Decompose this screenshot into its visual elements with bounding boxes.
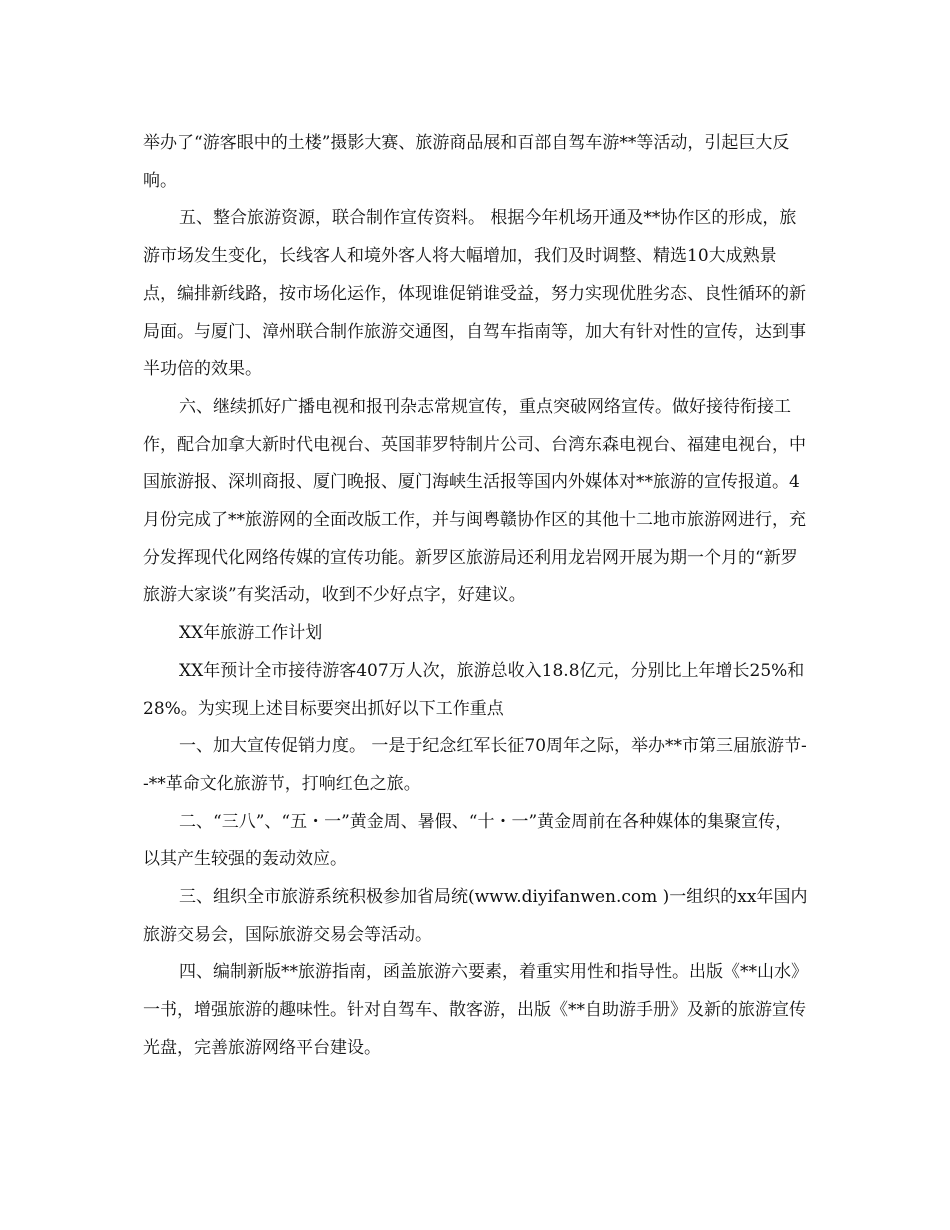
section-heading: XX年旅游工作计划 bbox=[179, 623, 323, 644]
paragraph-2: 五、整合旅游资源，联合制作宣传资料。 根据今年机场开通及**协作区的形成，旅游市场发生变化，长线客人和境外客人将大幅增加，我们及时调整、精选10大成熟景点，编排新线路，按市场化运作，体现谁促销谁受益，努力实现优胜劣态、良性循环的新局面。与厦门、漳州联合制作旅游交通图，自驾车指南等，加大有针对性的宣传，达到事半功倍的效果。 bbox=[143, 208, 806, 380]
paragraph-9: 四、编制新版**旅游指南，函盖旅游六要素，着重实用性和指导性。出版《**山水》一书，增强旅游的趣味性。针对自驾车、散客游，出版《**自助游手册》及新的旅游宣传光盘，完善旅游网络平台建设。 bbox=[143, 962, 808, 1058]
paragraph-8: 三、组织全市旅游系统积极参加省局统(www.diyifanwen.com )一组织的xx年国内旅游交易会，国际旅游交易会等活动。 bbox=[143, 887, 808, 945]
document-body bbox=[143, 125, 808, 1068]
paragraph-6: 一、加大宣传促销力度。 一是于纪念红军长征70周年之际，举办**市第三届旅游节--**革命文化旅游节，打响红色之旅。 bbox=[143, 736, 807, 794]
paragraph-3: 六、继续抓好广播电视和报刊杂志常规宣传，重点突破网络宣传。做好接待衔接工作，配合加拿大新时代电视台、英国菲罗特制片公司、台湾东森电视台、福建电视台，中国旅游报、深圳商报、厦门晚报、厦门海峡生活报等国内外媒体对**旅游的宣传报道。4月份完成了**旅游网的全面改版工作，并与闽粤赣协作区的其他十二地市旅游网进行，充分发挥现代化网络传媒的宣传功能。新罗区旅游局还利用龙岩网开展为期一个月的“新罗旅游大家谈”有奖活动，收到不少好点字，好建议。 bbox=[143, 396, 806, 606]
paragraph-7: 二、“三八”、“五・一”黄金周、暑假、“十・一”黄金周前在各种媒体的集聚宣传，以其产生较强的轰动效应。 bbox=[143, 811, 793, 870]
paragraph-1: 举办了“游客眼中的土楼”摄影大赛、旅游商品展和百部自驾车游**等活动，引起巨大反响。 bbox=[143, 133, 790, 191]
paragraph-5: XX年预计全市接待游客407万人次，旅游总收入18.8亿元，分别比上年增长25%和28%。为实现上述目标要突出抓好以下工作重点 bbox=[143, 660, 805, 719]
